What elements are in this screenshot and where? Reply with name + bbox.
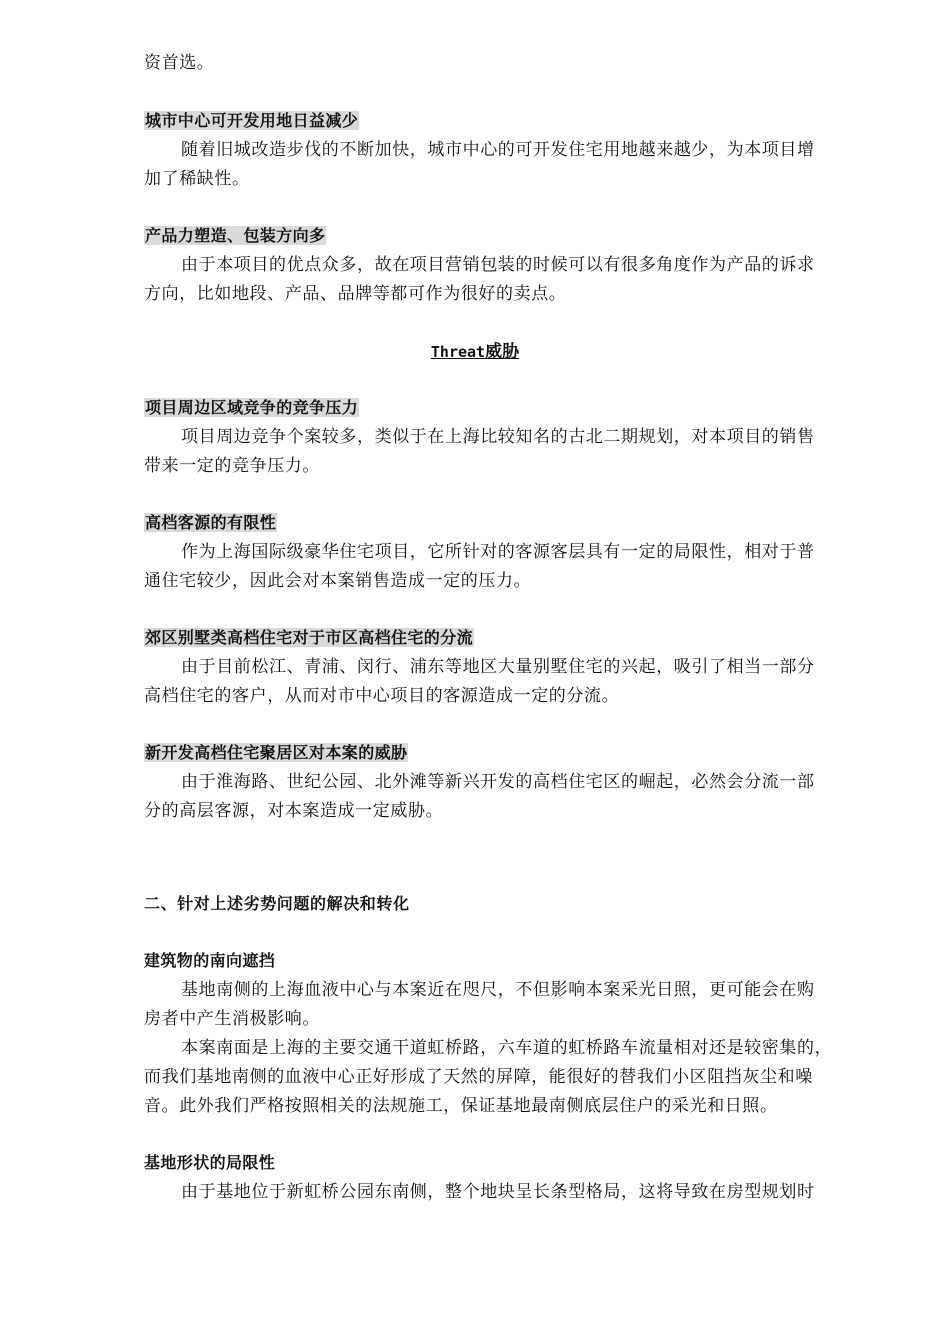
paragraph-line: 由于目前松江、青浦、闵行、浦东等地区大量别墅住宅的兴起，吸引了相当一部分: [181, 657, 815, 677]
paragraph-line: 由于淮海路、世纪公园、北外滩等新兴开发的高档住宅区的崛起，必然会分流一部: [181, 772, 815, 792]
section-heading: 建筑物的南向遮挡: [144, 951, 276, 970]
section-heading: [144, 742, 408, 764]
paragraph-line: 通住宅较少，因此会对本案销售造成一定的压力。: [144, 571, 532, 591]
section-heading: [144, 110, 359, 132]
heading-text: 城市中心可开发用地日益减少: [145, 111, 359, 130]
paragraph-line: 房者中产生消极影响。: [144, 1009, 320, 1029]
paragraph-line: 带来一定的竞争压力。: [144, 456, 320, 476]
section-heading: 基地形状的局限性: [144, 1153, 276, 1172]
section-heading: [144, 397, 359, 419]
paragraph-line: 项目周边竞争个案较多，类似于在上海比较知名的古北二期规划，对本项目的销售: [181, 427, 815, 447]
heading-text: 高档客源的有限性: [145, 513, 277, 532]
paragraph-line: 本案南面是上海的主要交通干道虹桥路，六车道的虹桥路车流量相对还是较密集的，: [181, 1038, 833, 1058]
paragraph-line: 高档住宅的客户，从而对市中心项目的客源造成一定的分流。: [144, 686, 620, 706]
paragraph-line: 作为上海国际级豪华住宅项目，它所针对的客源客层具有一定的局限性，相对于普: [181, 542, 815, 562]
paragraph-line: 随着旧城改造步伐的不断加快，城市中心的可开发住宅用地越来越少，为本项目增: [181, 140, 815, 160]
heading-text: 郊区别墅类高档住宅对于市区高档住宅的分流: [145, 628, 474, 647]
paragraph-line: 而我们基地南侧的血液中心正好形成了天然的屏障，能很好的替我们小区阻挡灰尘和噪: [144, 1067, 813, 1087]
heading-text: 项目周边区域竞争的竞争压力: [145, 398, 359, 417]
section-two-title: 二、针对上述劣势问题的解决和转化: [144, 894, 410, 913]
paragraph-line: 由于基地位于新虹桥公园东南侧，整个地块呈长条型格局，这将导致在房型规划时: [181, 1182, 815, 1202]
paragraph-line: 分的高层客源，对本案造成一定威胁。: [144, 801, 444, 821]
section-heading: [144, 512, 277, 534]
threat-title-cn: 威胁: [485, 342, 520, 362]
section-heading: [144, 225, 326, 247]
heading-text: 新开发高档住宅聚居区对本案的威胁: [145, 743, 408, 762]
paragraph-line: 加了稀缺性。: [144, 169, 250, 189]
threat-title: [0, 341, 950, 363]
paragraph-line: 方向，比如地段、产品、品牌等都可作为很好的卖点。: [144, 284, 567, 304]
paragraph-line: 基地南侧的上海血液中心与本案近在咫尺，不但影响本案采光日照，更可能会在购: [181, 980, 815, 1000]
heading-text: 产品力塑造、包装方向多: [145, 226, 326, 245]
paragraph-line: 资首选。: [144, 53, 215, 73]
section-heading: [144, 627, 474, 649]
paragraph-line: 音。此外我们严格按照相关的法规施工，保证基地最南侧底层住户的采光和日照。: [144, 1096, 778, 1116]
threat-title-en: Threat: [430, 343, 486, 361]
paragraph-line: 由于本项目的优点众多，故在项目营销包装的时候可以有很多角度作为产品的诉求: [181, 255, 815, 275]
